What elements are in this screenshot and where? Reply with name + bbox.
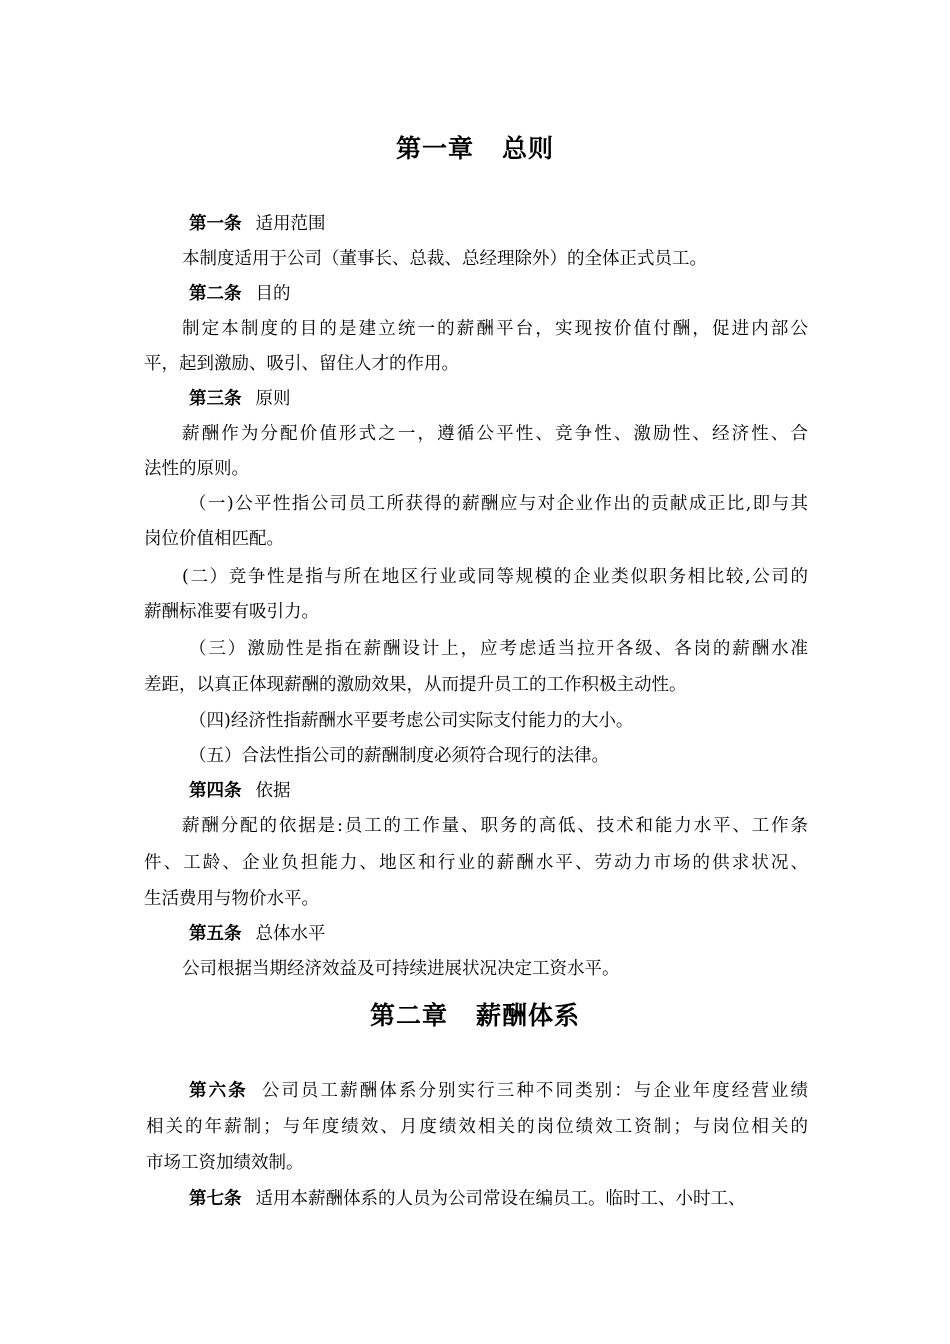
article-6-body-line-3: 市场工资加绩效制。 [146,1153,304,1173]
article-2-number: 第二条 [189,284,242,304]
article-4-heading [189,779,291,803]
article-4-number: 第四条 [189,781,242,801]
article-5-heading [189,922,326,946]
principle-legality: （五）合法性指公司的薪酬制度必须符合现行的法律。 [189,746,609,766]
article-4-body-line-3: 生活费用与物价水平。 [144,889,319,909]
article-7-number: 第七条 [189,1189,242,1209]
principle-fairness-line-1: （一)公平性指公司员工所获得的薪酬应与对企业作出的贡献成正比,即与其 [189,494,808,514]
article-2-title: 目的 [255,284,291,304]
chapter-2-name: 薪酬体系 [476,1001,581,1030]
article-5-body: 公司根据当期经济效益及可持续进展状况决定工资水平。 [182,959,620,979]
article-3-body-line-1: 薪酬作为分配价值形式之一，遵循公平性、竞争性、激励性、经济性、合 [182,424,808,444]
principle-incentive-line-2: 差距，以真正体现薪酬的激励效果，从而提升员工的工作积极主动性。 [144,675,687,695]
article-7-body-line-1: 适用本薪酬体系的人员为公司常设在编员工。临时工、小时工、 [255,1189,746,1209]
chapter-1-title [0,134,950,164]
article-2-heading [189,282,291,306]
article-1-heading [189,212,326,236]
article-7-line-1 [189,1187,746,1211]
article-6-body-line-2: 相关的年薪制；与年度绩效、月度绩效相关的岗位绩效工资制；与岗位相关的 [146,1117,808,1137]
article-4-body-line-1: 薪酬分配的依据是:员工的工作量、职务的高低、技术和能力水平、工作条 [182,816,808,836]
article-4-title: 依据 [255,781,291,801]
article-3-heading [189,387,291,411]
article-6-number: 第六条 [189,1081,248,1101]
article-4-body-line-2: 件、工龄、企业负担能力、地区和行业的薪酬水平、劳动力市场的供求状况、 [144,853,808,873]
article-6-body-line-1: 公司员工薪酬体系分别实行三种不同类别：与企业年度经营业绩 [261,1081,808,1101]
principle-fairness-line-2: 岗位价值相匹配。 [144,529,284,549]
article-3-body-line-2: 法性的原则。 [144,459,249,479]
article-5-title: 总体水平 [255,924,326,944]
article-2-body-line-1: 制定本制度的目的是建立统一的薪酬平台，实现按价值付酬，促进内部公 [182,319,808,339]
principle-economy: （四)经济性指薪酬水平要考虑公司实际支付能力的大小。 [189,711,634,731]
article-5-number: 第五条 [189,924,242,944]
article-6-line-1 [189,1079,808,1103]
article-2-body-line-2: 平，起到激励、吸引、留住人才的作用。 [144,354,459,374]
article-1-number: 第一条 [189,214,242,234]
principle-competitiveness-line-1: (二）竞争性是指与所在地区行业或同等规模的企业类似职务相比较,公司的 [182,567,808,587]
article-3-number: 第三条 [189,389,242,409]
article-3-title: 原则 [255,389,291,409]
chapter-1-name: 总则 [502,134,555,163]
article-1-body: 本制度适用于公司（董事长、总裁、总经理除外）的全体正式员工。 [182,249,707,269]
principle-competitiveness-line-2: 薪酬标准要有吸引力。 [144,602,319,622]
chapter-2-number: 第二章 [369,1001,448,1030]
principle-incentive-line-1: （三）激励性是指在薪酬设计上，应考虑适当拉开各级、各岗的薪酬水准 [189,639,808,659]
chapter-2-title [0,1001,950,1031]
article-1-title: 适用范围 [255,214,326,234]
chapter-1-number: 第一章 [395,134,474,163]
